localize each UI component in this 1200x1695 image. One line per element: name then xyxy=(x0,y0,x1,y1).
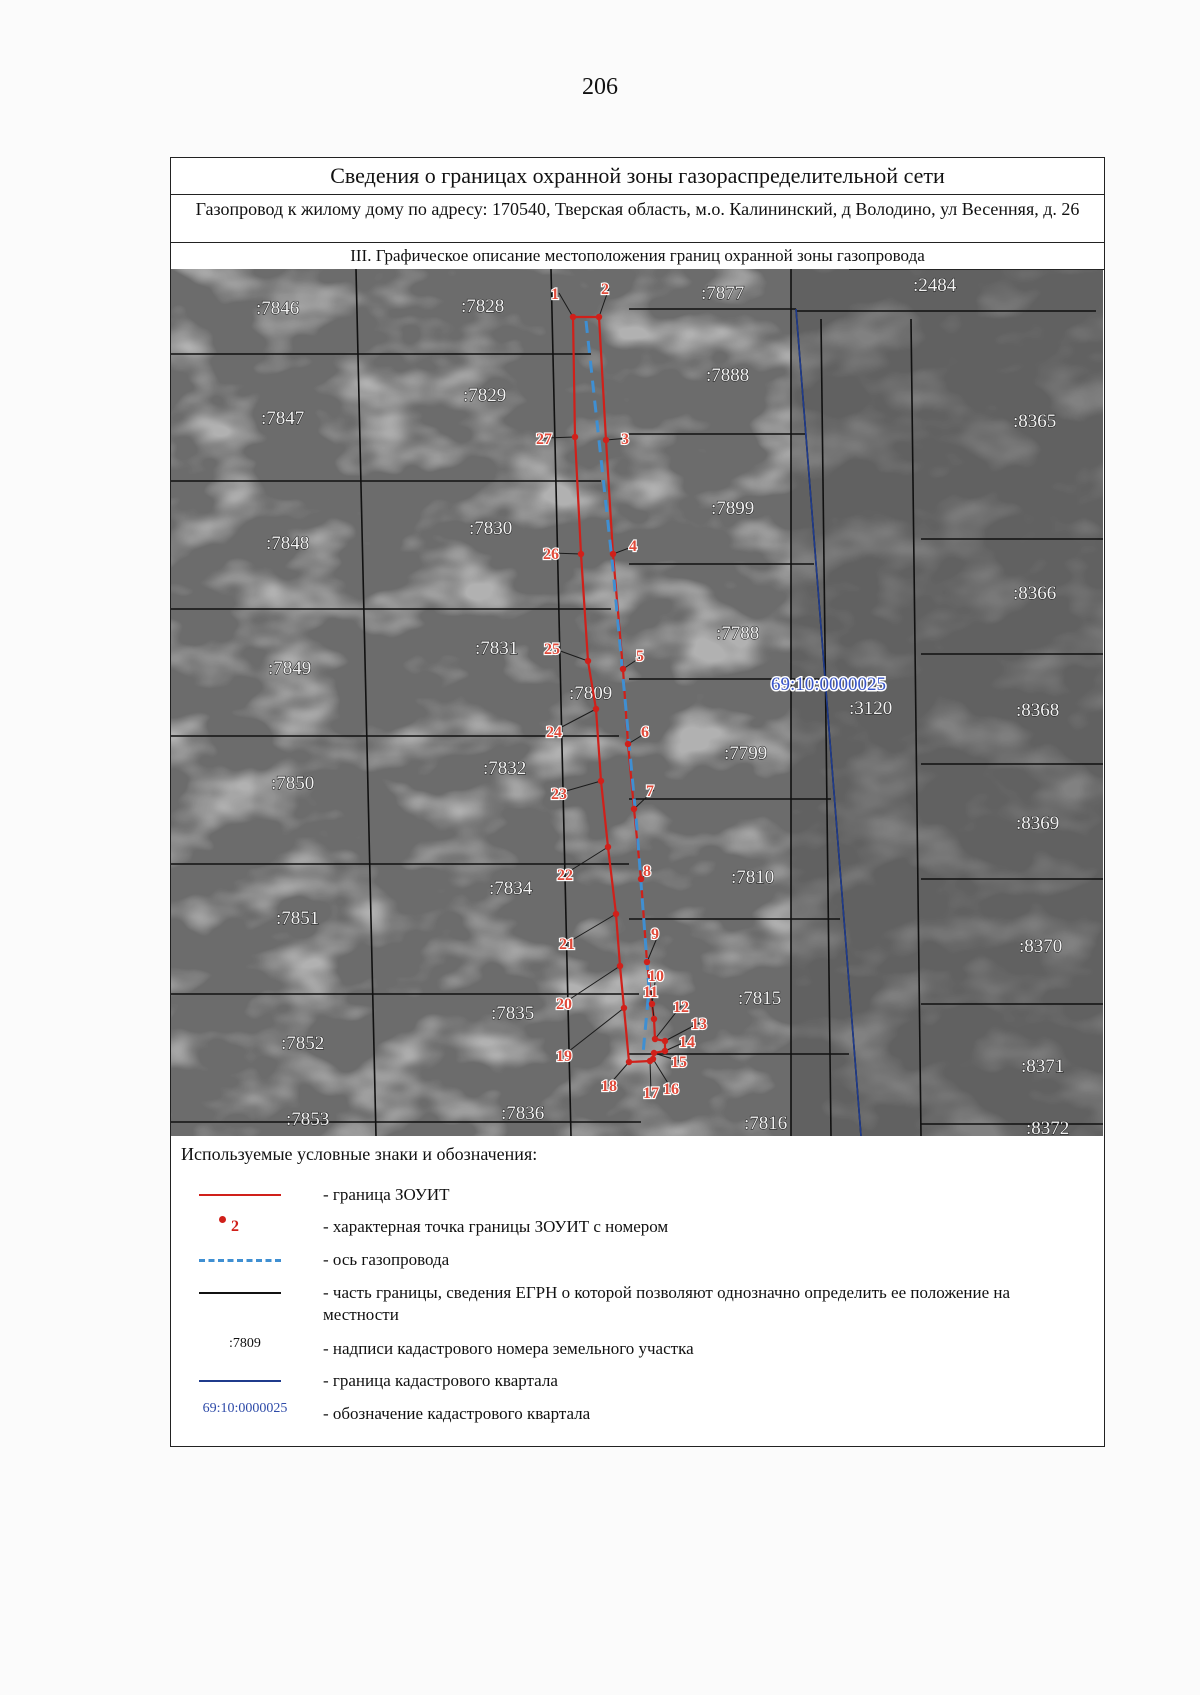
quarter-code-sample: 69:10:0000025 xyxy=(202,1401,288,1416)
zone-point-dot[interactable] xyxy=(651,1016,657,1022)
page-number: 206 xyxy=(582,74,618,100)
zone-point-number: 23 xyxy=(551,786,567,803)
zone-point-dot[interactable] xyxy=(647,1058,653,1064)
parcel-label: :7829 xyxy=(463,385,507,406)
parcel-label: :7877 xyxy=(701,283,745,304)
quarter-label: 69:10:0000025 xyxy=(771,674,887,695)
parcel-label: :7834 xyxy=(489,878,533,899)
parcel-label: :7810 xyxy=(731,867,775,888)
document-frame xyxy=(170,157,1105,1447)
zone-point-number: 8 xyxy=(643,863,651,880)
zone-point-number: 2 xyxy=(601,281,609,298)
section-title: III. Графическое описание местоположения границ охранной зоны газопровода xyxy=(171,243,1104,270)
parcel-label: :8369 xyxy=(1016,813,1060,834)
legend-item: - надписи кадастрового номера земельного участка xyxy=(323,1339,694,1358)
legend-item: - обозначение кадастрового квартала xyxy=(323,1404,591,1423)
zone-point-dot[interactable] xyxy=(585,658,591,664)
parcel-label: :7849 xyxy=(268,658,312,679)
zone-point-number: 16 xyxy=(663,1081,679,1098)
zone-point-number: 24 xyxy=(546,724,562,741)
parcel-label: :7847 xyxy=(261,408,305,429)
parcel-label: :7852 xyxy=(281,1033,325,1054)
parcel-label: :8371 xyxy=(1021,1056,1065,1077)
zone-point-dot[interactable] xyxy=(625,741,631,747)
parcel-label: :7809 xyxy=(569,683,613,704)
parcel-label: :7835 xyxy=(491,1003,535,1024)
zone-point-number: 14 xyxy=(679,1034,695,1051)
zone-point-dot[interactable] xyxy=(649,1001,655,1007)
zone-point-number: 13 xyxy=(691,1016,707,1033)
zone-point-dot[interactable] xyxy=(610,551,616,557)
point-sample-number: 2 xyxy=(231,1218,239,1235)
zone-point-dot[interactable] xyxy=(617,963,623,969)
parcel-label: :7899 xyxy=(711,498,755,519)
parcel-label: :8372 xyxy=(1026,1118,1070,1136)
legend-item: - часть границы, сведения ЕГРН о которой позволяют однозначно определить ее положение на местности xyxy=(323,1283,1011,1324)
parcel-label: :7828 xyxy=(461,296,505,317)
legend-item: - граница кадастрового квартала xyxy=(323,1371,558,1390)
parcel-label: :8370 xyxy=(1019,936,1063,957)
parcel-label: :8368 xyxy=(1016,700,1060,721)
zone-point-dot[interactable] xyxy=(644,959,650,965)
zone-point-dot[interactable] xyxy=(572,434,578,440)
zone-point-number: 15 xyxy=(671,1054,687,1071)
zone-point-number: 7 xyxy=(646,783,654,800)
zone-point-dot[interactable] xyxy=(652,1036,658,1042)
zone-point-number: 19 xyxy=(556,1048,572,1065)
zone-point-dot[interactable] xyxy=(662,1038,668,1044)
zone-point-number: 20 xyxy=(556,996,572,1013)
parcel-label: :8366 xyxy=(1013,583,1057,604)
legend-item: - граница ЗОУИТ xyxy=(323,1185,450,1204)
zone-point-number: 25 xyxy=(544,641,560,658)
zone-point-number: 6 xyxy=(641,724,649,741)
parcel-label: :7850 xyxy=(271,773,315,794)
parcel-label: :7851 xyxy=(276,908,320,929)
zone-point-number: 21 xyxy=(559,936,575,953)
zone-point-number: 9 xyxy=(651,926,659,943)
zone-point-dot[interactable] xyxy=(598,778,604,784)
map-canvas xyxy=(171,269,1103,1136)
zone-point-number: 22 xyxy=(557,867,573,884)
parcel-label: :2484 xyxy=(913,275,957,296)
zone-point-dot[interactable] xyxy=(613,911,619,917)
document-title: Сведения о границах охранной зоны газораспределительной сети xyxy=(171,158,1104,195)
zone-point-number: 12 xyxy=(673,999,689,1016)
parcel-label: :7830 xyxy=(469,518,513,539)
parcel-label: :3120 xyxy=(849,698,893,719)
zone-point-number: 27 xyxy=(536,431,552,448)
parcel-label: :7832 xyxy=(483,758,527,779)
parcel-code-sample: :7809 xyxy=(229,1336,261,1351)
parcel-label: :7846 xyxy=(256,298,300,319)
parcel-label: :7848 xyxy=(266,533,310,554)
zone-point-number: 18 xyxy=(601,1078,617,1095)
zone-point-number: 10 xyxy=(648,968,664,985)
zone-point-dot[interactable] xyxy=(662,1048,668,1054)
legend-item: - ось газопровода xyxy=(323,1250,450,1269)
parcel-label: :7836 xyxy=(501,1103,545,1124)
zone-point-number: 5 xyxy=(636,648,644,665)
zone-point-dot[interactable] xyxy=(651,1050,657,1056)
parcel-label: :7816 xyxy=(744,1113,788,1134)
parcel-label: :7788 xyxy=(716,623,760,644)
parcel-label: :7831 xyxy=(475,638,519,659)
zone-point-number: 1 xyxy=(551,286,559,303)
cadastral-map[interactable] xyxy=(171,269,1103,1136)
zone-point-dot[interactable] xyxy=(578,551,584,557)
zone-point-dot[interactable] xyxy=(570,314,576,320)
parcel-label: :8365 xyxy=(1013,411,1057,432)
parcel-label: :7815 xyxy=(738,988,782,1009)
legend-title: Используемые условные знаки и обозначения: xyxy=(181,1144,538,1164)
zone-point-number: 4 xyxy=(629,538,637,555)
parcel-label: :7799 xyxy=(724,743,768,764)
legend-item: - характерная точка границы ЗОУИТ с номером xyxy=(323,1217,669,1236)
zone-point-dot[interactable] xyxy=(626,1059,632,1065)
zone-point-dot[interactable] xyxy=(596,314,602,320)
zone-point-dot[interactable] xyxy=(605,844,611,850)
zone-point-number: 11 xyxy=(643,984,659,1001)
zone-point-dot[interactable] xyxy=(631,806,637,812)
zone-point-dot[interactable] xyxy=(603,437,609,443)
zone-point-number: 3 xyxy=(621,431,629,448)
parcel-label: :7853 xyxy=(286,1109,330,1130)
zone-point-dot[interactable] xyxy=(593,706,599,712)
object-description: Газопровод к жилому дому по адресу: 170540, Тверская область, м.о. Калининский, д Володино, ул Весенняя, д. 26 xyxy=(171,195,1104,243)
zone-point-dot[interactable] xyxy=(621,1005,627,1011)
parcel-label: :7888 xyxy=(706,365,750,386)
zone-point-number: 26 xyxy=(543,546,559,563)
zone-point-dot[interactable] xyxy=(620,666,626,672)
zone-point-number: 17 xyxy=(643,1085,659,1102)
